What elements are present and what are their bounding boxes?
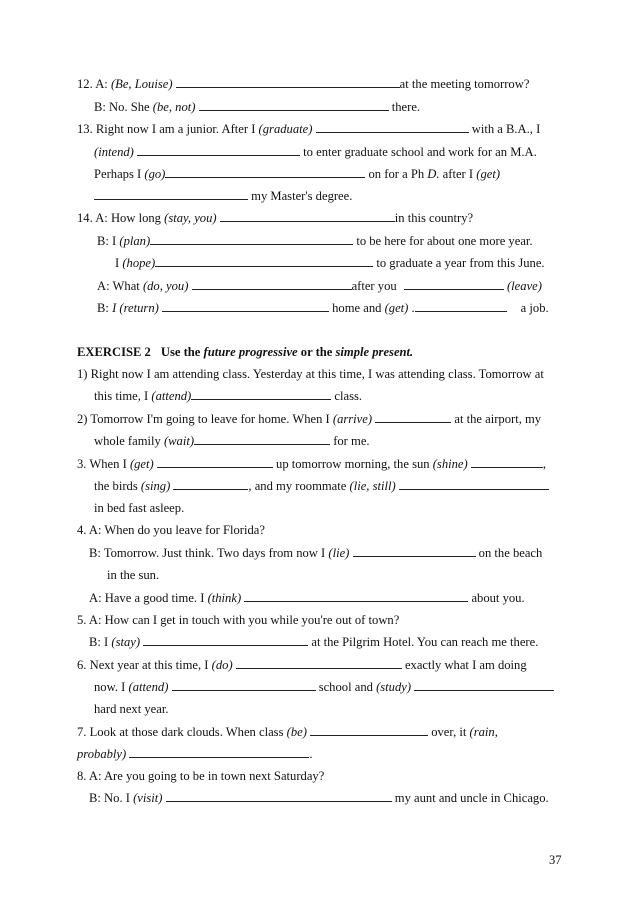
answer-blank[interactable] <box>220 210 395 222</box>
answer-blank[interactable] <box>129 746 309 758</box>
verb-cue: (be) <box>286 725 307 739</box>
question-5-line-1 <box>77 612 399 628</box>
question-4-line-1 <box>77 522 265 538</box>
question-5-line-2 <box>89 634 538 650</box>
item-text: over, it <box>428 725 470 739</box>
item-text: B: <box>97 301 113 315</box>
item-text: my Master's degree. <box>248 189 353 203</box>
item-text: up tomorrow morning, the sun <box>272 457 433 471</box>
instruction-text: simple present. <box>335 345 414 359</box>
item-text: Perhaps I <box>94 167 145 181</box>
item-text: with a B.A., I <box>468 122 541 136</box>
item-text: 7. Look at those dark clouds. When class <box>77 725 287 739</box>
item-text: 5. A: How can I get in touch with you while you're out of town? <box>77 613 400 627</box>
item-text: my aunt and uncle in Chicago. <box>391 791 549 805</box>
item-text: 14. A: How long <box>77 211 165 225</box>
answer-blank[interactable] <box>173 478 248 490</box>
verb-cue: (plan) <box>119 234 151 248</box>
item-text: the birds <box>94 479 141 493</box>
item-text: in the sun. <box>107 568 160 582</box>
verb-cue: (stay) <box>111 635 141 649</box>
question-6-line-1 <box>77 657 527 673</box>
item-text: 3. When I <box>77 457 130 471</box>
item-text: about you. <box>468 591 525 605</box>
answer-blank[interactable] <box>375 411 451 423</box>
item-text: B: No. I <box>89 791 134 805</box>
item-text: class. <box>331 389 363 403</box>
item-text: A: What <box>97 279 143 293</box>
item-text: this time, I <box>94 389 152 403</box>
instruction-text: future progressive <box>203 345 298 359</box>
item-text: 12. A: <box>77 77 111 91</box>
item-text: I <box>115 256 123 270</box>
answer-blank[interactable] <box>399 478 549 490</box>
answer-blank[interactable] <box>150 233 353 245</box>
answer-blank[interactable] <box>471 456 543 468</box>
item-text: hard next year. <box>94 702 169 716</box>
item-text: after I <box>439 167 477 181</box>
item-13-line-1 <box>77 121 540 137</box>
answer-blank[interactable] <box>172 679 316 691</box>
answer-blank[interactable] <box>310 724 428 736</box>
question-1-line-2 <box>94 388 362 404</box>
verb-cue: I (return) <box>112 301 159 315</box>
item-12-line-a <box>77 76 529 92</box>
item-text: after you <box>351 279 400 293</box>
verb-cue: (graduate) <box>258 122 313 136</box>
item-text: in this country? <box>394 211 474 225</box>
item-text: B: I <box>97 234 120 248</box>
verb-cue: (stay, you) <box>164 211 217 225</box>
item-text: whole family <box>94 434 164 448</box>
item-text: D. <box>427 167 440 181</box>
verb-cue: (attend) <box>151 389 192 403</box>
answer-blank[interactable] <box>353 545 476 557</box>
item-text: , <box>542 457 547 471</box>
answer-blank[interactable] <box>176 76 400 88</box>
verb-cue: (think) <box>207 591 242 605</box>
verb-cue: (get) <box>384 301 409 315</box>
answer-blank[interactable] <box>244 590 468 602</box>
item-text: A: Have a good time. I <box>89 591 208 605</box>
item-text: 6. Next year at this time, I <box>77 658 212 672</box>
question-8-line-1 <box>77 768 324 784</box>
item-text: 13. Right now I am a junior. After I <box>77 122 259 136</box>
question-6-line-2 <box>94 679 554 695</box>
answer-blank[interactable] <box>194 433 330 445</box>
item-text: on for a Ph <box>365 167 428 181</box>
question-2-line-2 <box>94 433 370 449</box>
item-text: home and <box>328 301 385 315</box>
item-text: 1) Right now I am attending class. Yesterday at this time, I was attending class. Tomorrow at <box>77 367 544 381</box>
item-text: . <box>309 747 313 761</box>
question-8-line-2 <box>89 790 549 806</box>
item-text: at the airport, my <box>451 412 542 426</box>
item-14-line-d <box>97 278 542 294</box>
verb-cue: (rain, <box>469 725 498 739</box>
verb-cue: (do) <box>211 658 233 672</box>
verb-cue: (lie, still) <box>349 479 396 493</box>
verb-cue: (shine) <box>432 457 468 471</box>
item-text: to graduate a year from this June. <box>373 256 545 270</box>
page-number: 37 <box>549 853 562 867</box>
item-14-line-e <box>97 300 549 316</box>
verb-cue: (get) <box>476 167 501 181</box>
verb-cue: probably) <box>77 747 127 761</box>
answer-blank[interactable] <box>155 255 373 267</box>
item-text: B: I <box>89 635 112 649</box>
item-text: 8. A: Are you going to be in town next Saturday? <box>77 769 325 783</box>
verb-cue: (go) <box>144 167 166 181</box>
verb-cue: (wait) <box>163 434 195 448</box>
answer-blank[interactable] <box>191 388 331 400</box>
question-3-line-3 <box>94 500 184 516</box>
question-1-line-1 <box>77 366 544 382</box>
answer-blank[interactable] <box>199 99 389 111</box>
answer-blank[interactable] <box>143 634 308 646</box>
exercise-label: EXERCISE 2 <box>77 345 151 359</box>
answer-blank[interactable] <box>415 300 507 312</box>
item-text: on the beach <box>475 546 543 560</box>
answer-blank[interactable] <box>166 790 392 802</box>
item-text: to be here for about one more year. <box>353 234 533 248</box>
question-3-line-1 <box>77 456 546 472</box>
verb-cue: (do, you) <box>142 279 189 293</box>
instruction-text: or the <box>297 345 336 359</box>
verb-cue: (get) <box>129 457 154 471</box>
item-text: exactly what I am doing <box>401 658 527 672</box>
question-4-line-4 <box>89 590 525 606</box>
verb-cue: (arrive) <box>332 412 373 426</box>
verb-cue: (hope) <box>122 256 156 270</box>
verb-cue: (visit) <box>133 791 163 805</box>
item-text: at the Pilgrim Hotel. You can reach me there. <box>308 635 539 649</box>
item-text: there. <box>388 100 421 114</box>
item-text: B: No. She <box>94 100 153 114</box>
item-text: . <box>408 301 415 315</box>
answer-blank[interactable] <box>316 121 469 133</box>
verb-cue: (attend) <box>128 680 169 694</box>
item-12-line-b <box>94 99 420 115</box>
item-14-line-a <box>77 210 473 226</box>
verb-cue: (sing) <box>140 479 171 493</box>
answer-blank[interactable] <box>137 144 300 156</box>
item-text: for me. <box>330 434 370 448</box>
exercise-heading <box>77 344 413 360</box>
item-text: now. I <box>94 680 129 694</box>
item-14-line-c <box>115 255 545 271</box>
item-text: , and my roommate <box>248 479 350 493</box>
item-text: 2) Tomorrow I'm going to leave for home. When I <box>77 412 333 426</box>
item-14-line-b <box>97 233 533 249</box>
answer-blank[interactable] <box>404 278 504 290</box>
question-4-line-2 <box>89 545 542 561</box>
verb-cue: (leave) <box>506 279 542 293</box>
answer-blank[interactable] <box>94 188 248 200</box>
question-7-line-2 <box>77 746 313 762</box>
answer-blank[interactable] <box>236 657 402 669</box>
verb-cue: (lie) <box>328 546 350 560</box>
item-text: 4. A: When do you leave for Florida? <box>77 523 265 537</box>
item-text: B: Tomorrow. Just think. Two days from now I <box>89 546 329 560</box>
item-text: a job. <box>520 301 549 315</box>
verb-cue: (Be, Louise) <box>110 77 173 91</box>
instruction-text: Use the <box>160 345 204 359</box>
answer-blank[interactable] <box>157 456 273 468</box>
question-4-line-3 <box>107 567 159 583</box>
item-13-line-4 <box>94 188 352 204</box>
question-6-line-3 <box>94 701 168 717</box>
answer-blank[interactable] <box>192 278 352 290</box>
verb-cue: (intend) <box>94 145 134 159</box>
item-text: in bed fast asleep. <box>94 501 185 515</box>
question-2-line-1 <box>77 411 541 427</box>
item-13-line-2 <box>94 144 537 160</box>
question-3-line-2 <box>94 478 549 494</box>
verb-cue: (be, not) <box>152 100 196 114</box>
item-13-line-3 <box>94 166 500 182</box>
item-text: school and <box>315 680 377 694</box>
answer-blank[interactable] <box>162 300 329 312</box>
answer-blank[interactable] <box>165 166 365 178</box>
verb-cue: (study) <box>376 680 412 694</box>
question-7-line-1 <box>77 724 498 740</box>
answer-blank[interactable] <box>414 679 554 691</box>
item-text: to enter graduate school and work for an M.A. <box>300 145 537 159</box>
item-text: at the meeting tomorrow? <box>399 77 530 91</box>
